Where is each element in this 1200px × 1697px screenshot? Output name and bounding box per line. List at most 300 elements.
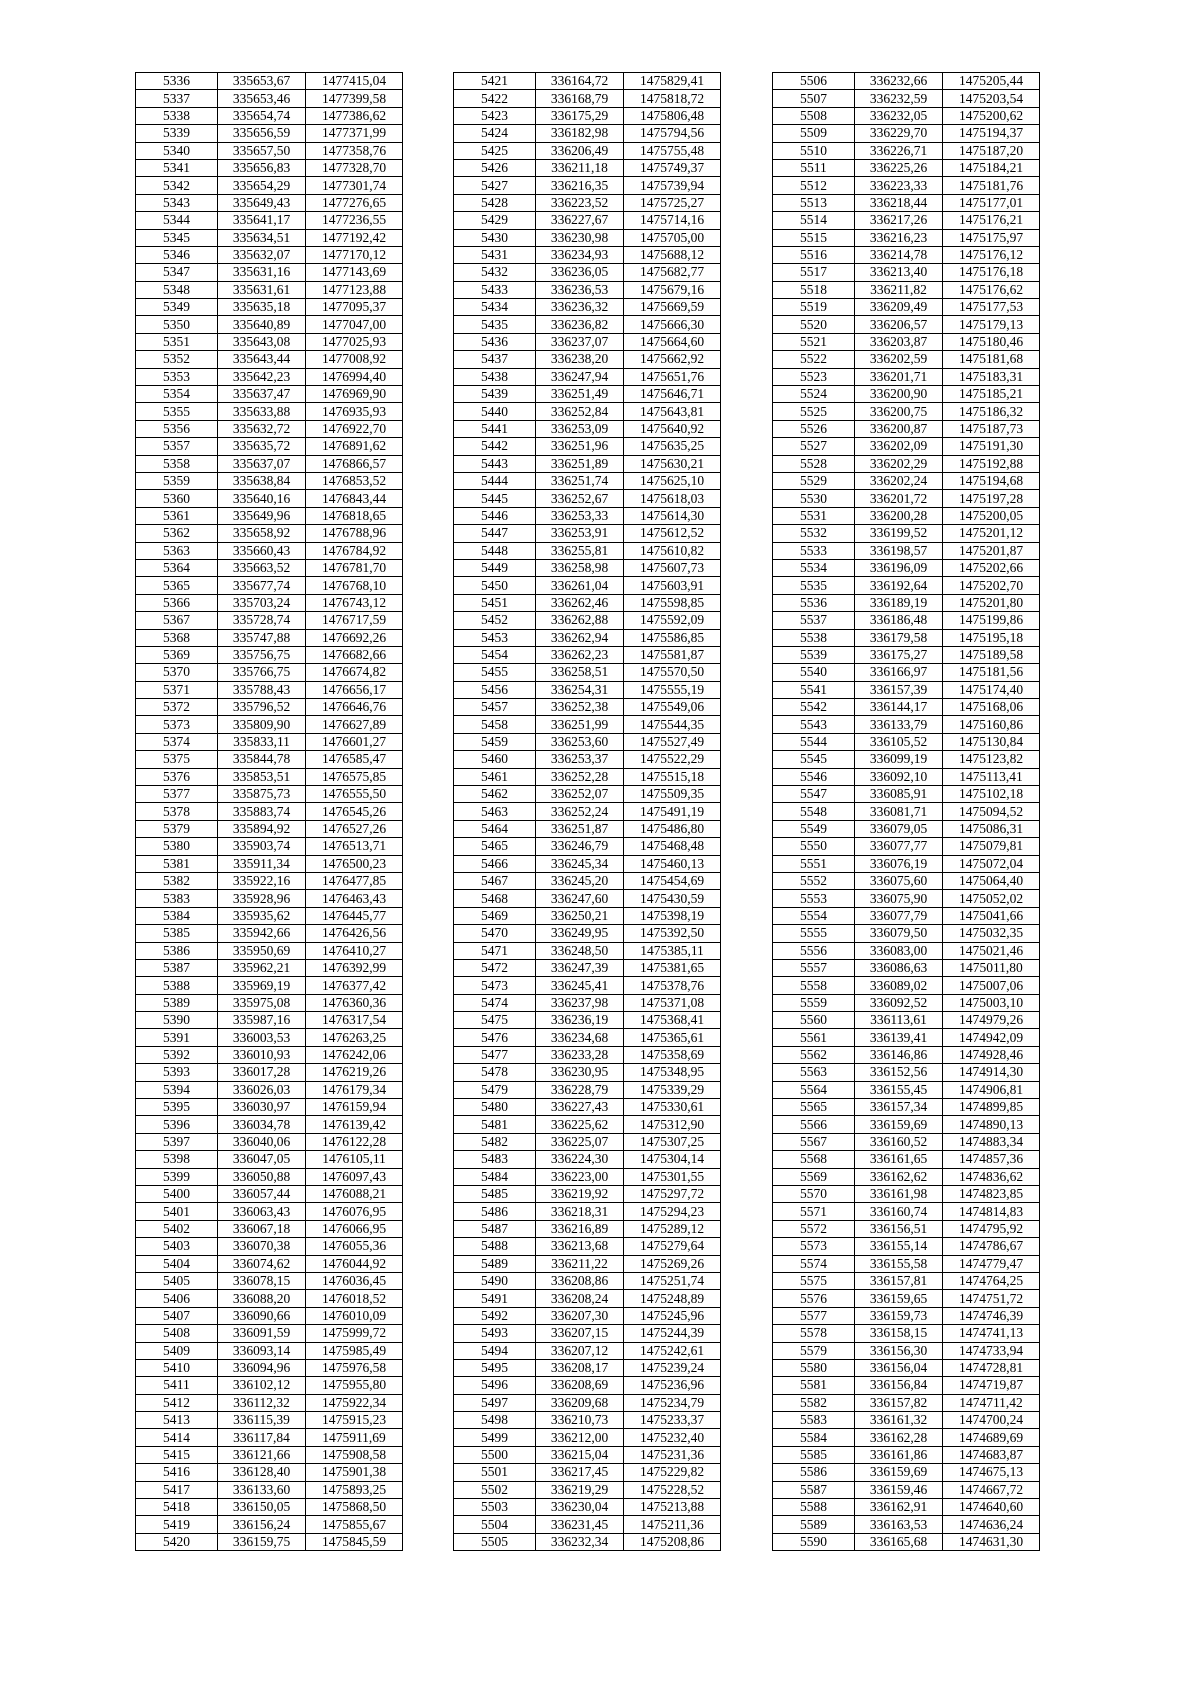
point-number-cell: 5562	[773, 1046, 855, 1063]
point-number-cell: 5417	[136, 1481, 218, 1498]
point-number-cell: 5442	[454, 438, 536, 455]
table-row	[454, 368, 721, 385]
point-number-cell: 5523	[773, 368, 855, 385]
table-row	[773, 333, 1040, 350]
point-number-cell: 5553	[773, 890, 855, 907]
table-row	[454, 420, 721, 437]
point-number-cell: 5538	[773, 629, 855, 646]
table-row	[136, 1394, 403, 1411]
table-row	[454, 1429, 721, 1446]
x-coordinate-cell: 336216,89	[536, 1220, 624, 1237]
y-coordinate-cell: 1475527,49	[624, 733, 721, 750]
y-coordinate-cell: 1476097,43	[306, 1168, 403, 1185]
point-number-cell: 5481	[454, 1116, 536, 1133]
point-number-cell: 5408	[136, 1325, 218, 1342]
x-coordinate-cell: 336236,19	[536, 1012, 624, 1029]
point-number-cell: 5499	[454, 1429, 536, 1446]
y-coordinate-cell: 1475052,02	[943, 890, 1040, 907]
point-number-cell: 5452	[454, 612, 536, 629]
x-coordinate-cell: 336218,31	[536, 1203, 624, 1220]
x-coordinate-cell: 336208,24	[536, 1290, 624, 1307]
x-coordinate-cell: 336081,71	[855, 803, 943, 820]
y-coordinate-cell: 1475160,86	[943, 716, 1040, 733]
x-coordinate-cell: 336224,30	[536, 1151, 624, 1168]
point-number-cell: 5449	[454, 559, 536, 576]
point-number-cell: 5388	[136, 977, 218, 994]
table-row	[136, 351, 403, 368]
point-number-cell: 5473	[454, 977, 536, 994]
point-number-cell: 5565	[773, 1099, 855, 1116]
y-coordinate-cell: 1475208,86	[624, 1533, 721, 1550]
y-coordinate-cell: 1476055,36	[306, 1238, 403, 1255]
point-number-cell: 5357	[136, 438, 218, 455]
table-row	[136, 438, 403, 455]
y-coordinate-cell: 1475755,48	[624, 142, 721, 159]
y-coordinate-cell: 1475612,52	[624, 525, 721, 542]
y-coordinate-cell: 1477358,76	[306, 142, 403, 159]
coordinate-table-body	[454, 73, 721, 1551]
table-row	[454, 959, 721, 976]
point-number-cell: 5487	[454, 1220, 536, 1237]
x-coordinate-cell: 335788,43	[218, 681, 306, 698]
table-row	[136, 820, 403, 837]
table-row	[454, 786, 721, 803]
point-number-cell: 5492	[454, 1307, 536, 1324]
point-number-cell: 5446	[454, 507, 536, 524]
y-coordinate-cell: 1475194,68	[943, 472, 1040, 489]
x-coordinate-cell: 336223,00	[536, 1168, 624, 1185]
x-coordinate-cell: 335894,92	[218, 820, 306, 837]
x-coordinate-cell: 336234,93	[536, 246, 624, 263]
point-number-cell: 5580	[773, 1359, 855, 1376]
point-number-cell: 5514	[773, 212, 855, 229]
table-row	[454, 699, 721, 716]
table-row	[136, 1203, 403, 1220]
y-coordinate-cell: 1475669,59	[624, 299, 721, 316]
y-coordinate-cell: 1475368,41	[624, 1012, 721, 1029]
y-coordinate-cell: 1474890,13	[943, 1116, 1040, 1133]
y-coordinate-cell: 1476843,44	[306, 490, 403, 507]
y-coordinate-cell: 1476743,12	[306, 594, 403, 611]
x-coordinate-cell: 336158,15	[855, 1325, 943, 1342]
point-number-cell: 5370	[136, 664, 218, 681]
x-coordinate-cell: 336155,58	[855, 1255, 943, 1272]
point-number-cell: 5495	[454, 1359, 536, 1376]
point-number-cell: 5551	[773, 855, 855, 872]
point-number-cell: 5534	[773, 559, 855, 576]
y-coordinate-cell: 1476036,45	[306, 1272, 403, 1289]
y-coordinate-cell: 1476105,11	[306, 1151, 403, 1168]
table-row	[773, 1359, 1040, 1376]
y-coordinate-cell: 1474733,94	[943, 1342, 1040, 1359]
point-number-cell: 5498	[454, 1412, 536, 1429]
point-number-cell: 5548	[773, 803, 855, 820]
y-coordinate-cell: 1475688,12	[624, 246, 721, 263]
point-number-cell: 5470	[454, 925, 536, 942]
point-number-cell: 5434	[454, 299, 536, 316]
x-coordinate-cell: 336085,91	[855, 786, 943, 803]
point-number-cell: 5392	[136, 1046, 218, 1063]
y-coordinate-cell: 1475985,49	[306, 1342, 403, 1359]
point-number-cell: 5554	[773, 907, 855, 924]
point-number-cell: 5467	[454, 872, 536, 889]
table-row	[773, 942, 1040, 959]
point-number-cell: 5401	[136, 1203, 218, 1220]
y-coordinate-cell: 1477123,88	[306, 281, 403, 298]
x-coordinate-cell: 336089,02	[855, 977, 943, 994]
table-row	[454, 1168, 721, 1185]
point-number-cell: 5396	[136, 1116, 218, 1133]
table-row	[773, 925, 1040, 942]
table-row	[454, 1499, 721, 1516]
table-row	[773, 1029, 1040, 1046]
x-coordinate-cell: 336231,45	[536, 1516, 624, 1533]
y-coordinate-cell: 1476513,71	[306, 838, 403, 855]
point-number-cell: 5575	[773, 1272, 855, 1289]
table-row	[773, 646, 1040, 663]
x-coordinate-cell: 336168,79	[536, 90, 624, 107]
y-coordinate-cell: 1474914,30	[943, 1064, 1040, 1081]
table-row	[454, 1064, 721, 1081]
x-coordinate-cell: 336236,82	[536, 316, 624, 333]
point-number-cell: 5338	[136, 107, 218, 124]
x-coordinate-cell: 336216,35	[536, 177, 624, 194]
x-coordinate-cell: 336017,28	[218, 1064, 306, 1081]
table-row	[773, 246, 1040, 263]
y-coordinate-cell: 1474683,87	[943, 1446, 1040, 1463]
point-number-cell: 5426	[454, 159, 536, 176]
point-number-cell: 5508	[773, 107, 855, 124]
point-number-cell: 5413	[136, 1412, 218, 1429]
table-row	[773, 490, 1040, 507]
point-number-cell: 5377	[136, 786, 218, 803]
point-number-cell: 5402	[136, 1220, 218, 1237]
table-row	[454, 1446, 721, 1463]
x-coordinate-cell: 336175,27	[855, 646, 943, 663]
table-row	[454, 90, 721, 107]
y-coordinate-cell: 1475922,34	[306, 1394, 403, 1411]
table-row	[136, 246, 403, 263]
x-coordinate-cell: 336189,19	[855, 594, 943, 611]
y-coordinate-cell: 1475180,46	[943, 333, 1040, 350]
point-number-cell: 5585	[773, 1446, 855, 1463]
table-row	[454, 403, 721, 420]
table-row	[136, 733, 403, 750]
x-coordinate-cell: 336202,09	[855, 438, 943, 455]
table-row	[773, 1377, 1040, 1394]
table-row	[773, 699, 1040, 716]
y-coordinate-cell: 1474928,46	[943, 1046, 1040, 1063]
table-row	[136, 1151, 403, 1168]
y-coordinate-cell: 1475911,69	[306, 1429, 403, 1446]
x-coordinate-cell: 336253,33	[536, 507, 624, 524]
x-coordinate-cell: 336225,07	[536, 1133, 624, 1150]
y-coordinate-cell: 1474786,67	[943, 1238, 1040, 1255]
y-coordinate-cell: 1476555,50	[306, 786, 403, 803]
point-number-cell: 5381	[136, 855, 218, 872]
table-row	[454, 594, 721, 611]
table-row	[136, 1046, 403, 1063]
table-row	[454, 194, 721, 211]
table-row	[454, 1533, 721, 1550]
point-number-cell: 5433	[454, 281, 536, 298]
table-row	[136, 977, 403, 994]
x-coordinate-cell: 335969,19	[218, 977, 306, 994]
point-number-cell: 5558	[773, 977, 855, 994]
point-number-cell: 5581	[773, 1377, 855, 1394]
point-number-cell: 5509	[773, 125, 855, 142]
x-coordinate-cell: 336067,18	[218, 1220, 306, 1237]
point-number-cell: 5440	[454, 403, 536, 420]
point-number-cell: 5365	[136, 577, 218, 594]
y-coordinate-cell: 1476627,89	[306, 716, 403, 733]
y-coordinate-cell: 1476219,26	[306, 1064, 403, 1081]
x-coordinate-cell: 336236,32	[536, 299, 624, 316]
point-number-cell: 5485	[454, 1186, 536, 1203]
table-row	[136, 1116, 403, 1133]
point-number-cell: 5488	[454, 1238, 536, 1255]
table-row	[773, 1133, 1040, 1150]
point-number-cell: 5497	[454, 1394, 536, 1411]
point-number-cell: 5524	[773, 386, 855, 403]
table-row	[454, 142, 721, 159]
table-row	[136, 507, 403, 524]
x-coordinate-cell: 335883,74	[218, 803, 306, 820]
y-coordinate-cell: 1475181,76	[943, 177, 1040, 194]
table-row	[454, 386, 721, 403]
point-number-cell: 5484	[454, 1168, 536, 1185]
x-coordinate-cell: 336253,60	[536, 733, 624, 750]
x-coordinate-cell: 336162,28	[855, 1429, 943, 1446]
y-coordinate-cell: 1476646,76	[306, 699, 403, 716]
x-coordinate-cell: 336246,79	[536, 838, 624, 855]
point-number-cell: 5391	[136, 1029, 218, 1046]
table-row	[773, 1446, 1040, 1463]
point-number-cell: 5579	[773, 1342, 855, 1359]
x-coordinate-cell: 335875,73	[218, 786, 306, 803]
x-coordinate-cell: 335643,08	[218, 333, 306, 350]
x-coordinate-cell: 336156,24	[218, 1516, 306, 1533]
table-row	[773, 1203, 1040, 1220]
x-coordinate-cell: 336216,23	[855, 229, 943, 246]
x-coordinate-cell: 336161,98	[855, 1186, 943, 1203]
coordinate-table-1	[135, 72, 403, 1551]
y-coordinate-cell: 1475454,69	[624, 872, 721, 889]
x-coordinate-cell: 336202,59	[855, 351, 943, 368]
y-coordinate-cell: 1476392,99	[306, 959, 403, 976]
x-coordinate-cell: 336162,91	[855, 1499, 943, 1516]
y-coordinate-cell: 1474764,25	[943, 1272, 1040, 1289]
table-row	[136, 1359, 403, 1376]
x-coordinate-cell: 335658,92	[218, 525, 306, 542]
table-row	[454, 1238, 721, 1255]
x-coordinate-cell: 335663,52	[218, 559, 306, 576]
point-number-cell: 5561	[773, 1029, 855, 1046]
x-coordinate-cell: 336139,41	[855, 1029, 943, 1046]
point-number-cell: 5445	[454, 490, 536, 507]
point-number-cell: 5590	[773, 1533, 855, 1550]
table-row	[454, 629, 721, 646]
point-number-cell: 5343	[136, 194, 218, 211]
y-coordinate-cell: 1475371,08	[624, 994, 721, 1011]
y-coordinate-cell: 1474751,72	[943, 1290, 1040, 1307]
point-number-cell: 5564	[773, 1081, 855, 1098]
table-row	[454, 838, 721, 855]
table-row	[136, 142, 403, 159]
x-coordinate-cell: 336251,96	[536, 438, 624, 455]
y-coordinate-cell: 1475365,61	[624, 1029, 721, 1046]
table-row	[136, 299, 403, 316]
y-coordinate-cell: 1475176,18	[943, 264, 1040, 281]
point-number-cell: 5589	[773, 1516, 855, 1533]
x-coordinate-cell: 336161,32	[855, 1412, 943, 1429]
y-coordinate-cell: 1475200,62	[943, 107, 1040, 124]
x-coordinate-cell: 335632,07	[218, 246, 306, 263]
y-coordinate-cell: 1475348,95	[624, 1064, 721, 1081]
y-coordinate-cell: 1475185,21	[943, 386, 1040, 403]
x-coordinate-cell: 336063,43	[218, 1203, 306, 1220]
table-row	[136, 1186, 403, 1203]
point-number-cell: 5483	[454, 1151, 536, 1168]
table-row	[773, 612, 1040, 629]
x-coordinate-cell: 335844,78	[218, 751, 306, 768]
x-coordinate-cell: 336093,14	[218, 1342, 306, 1359]
point-number-cell: 5399	[136, 1168, 218, 1185]
table-row	[136, 333, 403, 350]
table-row	[136, 1342, 403, 1359]
y-coordinate-cell: 1475201,12	[943, 525, 1040, 542]
point-number-cell: 5378	[136, 803, 218, 820]
table-row	[136, 472, 403, 489]
x-coordinate-cell: 336228,79	[536, 1081, 624, 1098]
table-row	[454, 1012, 721, 1029]
table-row	[136, 1099, 403, 1116]
y-coordinate-cell: 1476994,40	[306, 368, 403, 385]
y-coordinate-cell: 1475794,56	[624, 125, 721, 142]
point-number-cell: 5375	[136, 751, 218, 768]
y-coordinate-cell: 1475603,91	[624, 577, 721, 594]
y-coordinate-cell: 1476463,43	[306, 890, 403, 907]
table-row	[454, 1046, 721, 1063]
table-row	[136, 212, 403, 229]
y-coordinate-cell: 1475123,82	[943, 751, 1040, 768]
x-coordinate-cell: 336229,70	[855, 125, 943, 142]
table-row	[136, 1464, 403, 1481]
x-coordinate-cell: 336209,68	[536, 1394, 624, 1411]
point-number-cell: 5421	[454, 73, 536, 90]
table-row	[773, 629, 1040, 646]
x-coordinate-cell: 336258,51	[536, 664, 624, 681]
point-number-cell: 5342	[136, 177, 218, 194]
y-coordinate-cell: 1474719,87	[943, 1377, 1040, 1394]
table-row	[136, 1307, 403, 1324]
y-coordinate-cell: 1475086,31	[943, 820, 1040, 837]
y-coordinate-cell: 1474667,72	[943, 1481, 1040, 1498]
point-number-cell: 5480	[454, 1099, 536, 1116]
y-coordinate-cell: 1475515,18	[624, 768, 721, 785]
table-row	[454, 855, 721, 872]
point-number-cell: 5468	[454, 890, 536, 907]
y-coordinate-cell: 1475662,92	[624, 351, 721, 368]
point-number-cell: 5500	[454, 1446, 536, 1463]
table-row	[454, 1325, 721, 1342]
x-coordinate-cell: 336213,68	[536, 1238, 624, 1255]
y-coordinate-cell: 1476018,52	[306, 1290, 403, 1307]
table-row	[773, 90, 1040, 107]
table-row	[136, 907, 403, 924]
table-row	[136, 403, 403, 420]
point-number-cell: 5459	[454, 733, 536, 750]
y-coordinate-cell: 1475003,10	[943, 994, 1040, 1011]
table-row	[773, 1168, 1040, 1185]
y-coordinate-cell: 1474836,62	[943, 1168, 1040, 1185]
point-number-cell: 5572	[773, 1220, 855, 1237]
x-coordinate-cell: 336156,51	[855, 1220, 943, 1237]
x-coordinate-cell: 336236,05	[536, 264, 624, 281]
x-coordinate-cell: 335643,44	[218, 351, 306, 368]
x-coordinate-cell: 336245,20	[536, 872, 624, 889]
table-row	[454, 768, 721, 785]
table-row	[773, 542, 1040, 559]
y-coordinate-cell: 1477236,55	[306, 212, 403, 229]
point-number-cell: 5339	[136, 125, 218, 142]
point-number-cell: 5517	[773, 264, 855, 281]
table-row	[136, 90, 403, 107]
y-coordinate-cell: 1476818,65	[306, 507, 403, 524]
y-coordinate-cell: 1476866,57	[306, 455, 403, 472]
table-row	[136, 525, 403, 542]
y-coordinate-cell: 1476477,85	[306, 872, 403, 889]
y-coordinate-cell: 1475064,40	[943, 872, 1040, 889]
x-coordinate-cell: 336253,37	[536, 751, 624, 768]
x-coordinate-cell: 336075,90	[855, 890, 943, 907]
table-row	[773, 1046, 1040, 1063]
point-number-cell: 5502	[454, 1481, 536, 1498]
table-row	[773, 1464, 1040, 1481]
y-coordinate-cell: 1476377,42	[306, 977, 403, 994]
point-number-cell: 5355	[136, 403, 218, 420]
point-number-cell: 5549	[773, 820, 855, 837]
y-coordinate-cell: 1477386,62	[306, 107, 403, 124]
y-coordinate-cell: 1475955,80	[306, 1377, 403, 1394]
table-row	[454, 1394, 721, 1411]
table-row	[136, 177, 403, 194]
y-coordinate-cell: 1475211,36	[624, 1516, 721, 1533]
x-coordinate-cell: 336092,52	[855, 994, 943, 1011]
table-row	[454, 1307, 721, 1324]
y-coordinate-cell: 1475614,30	[624, 507, 721, 524]
y-coordinate-cell: 1474823,85	[943, 1186, 1040, 1203]
table-row	[454, 907, 721, 924]
x-coordinate-cell: 336200,75	[855, 403, 943, 420]
point-number-cell: 5429	[454, 212, 536, 229]
y-coordinate-cell: 1475269,26	[624, 1255, 721, 1272]
x-coordinate-cell: 336094,96	[218, 1359, 306, 1376]
table-row	[773, 820, 1040, 837]
table-row	[773, 890, 1040, 907]
y-coordinate-cell: 1475901,38	[306, 1464, 403, 1481]
point-number-cell: 5476	[454, 1029, 536, 1046]
y-coordinate-cell: 1475301,55	[624, 1168, 721, 1185]
x-coordinate-cell: 336030,97	[218, 1099, 306, 1116]
y-coordinate-cell: 1476010,09	[306, 1307, 403, 1324]
table-row	[454, 1220, 721, 1237]
x-coordinate-cell: 336227,67	[536, 212, 624, 229]
table-row	[773, 803, 1040, 820]
point-number-cell: 5521	[773, 333, 855, 350]
x-coordinate-cell: 336211,22	[536, 1255, 624, 1272]
table-row	[773, 472, 1040, 489]
